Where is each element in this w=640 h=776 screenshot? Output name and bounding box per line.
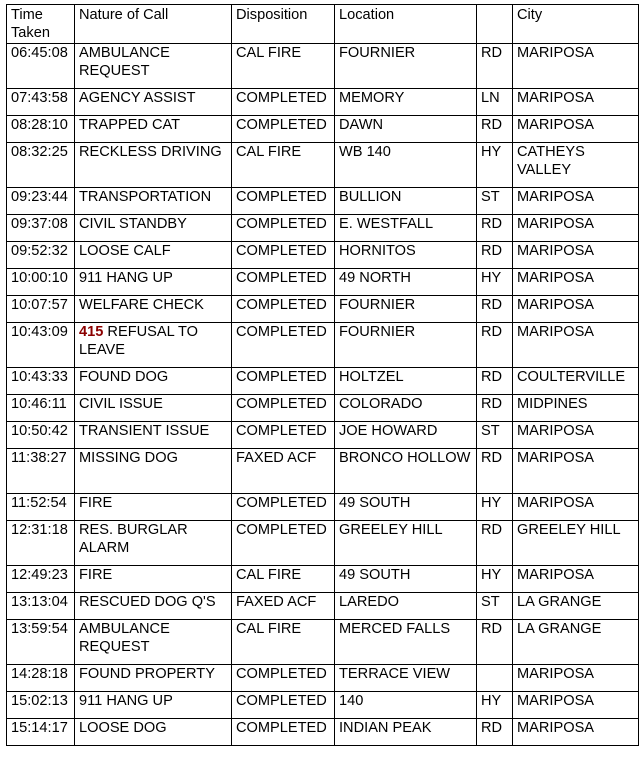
cell-disposition: COMPLETED: [232, 395, 335, 422]
table-row: [7, 269, 639, 296]
cell-location: 49 SOUTH: [335, 566, 477, 593]
cell-disposition: COMPLETED: [232, 269, 335, 296]
cell-time-taken: 08:28:10: [7, 116, 75, 143]
header-nature-of-call: Nature of Call: [75, 5, 232, 44]
cell-disposition: COMPLETED: [232, 665, 335, 692]
cell-disposition: CAL FIRE: [232, 566, 335, 593]
cell-city: MARIPOSA: [513, 719, 639, 746]
cell-nature-of-call: [75, 422, 232, 449]
call-nature-text: FIRE: [79, 495, 113, 511]
call-log-body: [7, 44, 639, 746]
cell-nature-of-call: [75, 665, 232, 692]
cell-location: BRONCO HOLLOW: [335, 449, 477, 494]
header-suffix: [477, 5, 513, 44]
call-nature-text: RES. BURGLAR ALARM: [79, 522, 188, 556]
table-row: [7, 566, 639, 593]
cell-nature-of-call: [75, 692, 232, 719]
call-nature-text: FOUND PROPERTY: [79, 666, 215, 682]
cell-city: MARIPOSA: [513, 116, 639, 143]
cell-location: E. WESTFALL: [335, 215, 477, 242]
cell-nature-of-call: [75, 323, 232, 368]
cell-time-taken: 13:13:04: [7, 593, 75, 620]
cell-city: MARIPOSA: [513, 449, 639, 494]
cell-time-taken: 09:52:32: [7, 242, 75, 269]
table-row: [7, 242, 639, 269]
cell-suffix: RD: [477, 449, 513, 494]
cell-city: MARIPOSA: [513, 89, 639, 116]
cell-disposition: COMPLETED: [232, 242, 335, 269]
call-nature-text: AMBULANCE REQUEST: [79, 45, 170, 79]
cell-nature-of-call: [75, 44, 232, 89]
table-row: [7, 296, 639, 323]
cell-disposition: COMPLETED: [232, 494, 335, 521]
cell-location: JOE HOWARD: [335, 422, 477, 449]
cell-nature-of-call: [75, 188, 232, 215]
table-row: [7, 719, 639, 746]
table-row: [7, 521, 639, 566]
table-row: [7, 665, 639, 692]
cell-city: MARIPOSA: [513, 44, 639, 89]
cell-nature-of-call: [75, 269, 232, 296]
call-log-table: [6, 4, 639, 746]
cell-suffix: RD: [477, 368, 513, 395]
table-row: [7, 89, 639, 116]
cell-time-taken: 08:32:25: [7, 143, 75, 188]
call-nature-text: TRANSIENT ISSUE: [79, 423, 210, 439]
cell-suffix: ST: [477, 593, 513, 620]
cell-city: CATHEYS VALLEY: [513, 143, 639, 188]
header-disposition: Disposition: [232, 5, 335, 44]
cell-city: MARIPOSA: [513, 665, 639, 692]
cell-nature-of-call: [75, 566, 232, 593]
cell-location: LAREDO: [335, 593, 477, 620]
cell-suffix: RD: [477, 521, 513, 566]
cell-time-taken: 09:23:44: [7, 188, 75, 215]
cell-disposition: COMPLETED: [232, 422, 335, 449]
table-row: [7, 368, 639, 395]
cell-time-taken: 10:46:11: [7, 395, 75, 422]
cell-city: MARIPOSA: [513, 242, 639, 269]
call-nature-text: AGENCY ASSIST: [79, 90, 196, 106]
cell-disposition: COMPLETED: [232, 215, 335, 242]
cell-nature-of-call: [75, 368, 232, 395]
cell-suffix: HY: [477, 143, 513, 188]
cell-city: LA GRANGE: [513, 593, 639, 620]
cell-disposition: CAL FIRE: [232, 620, 335, 665]
cell-suffix: RD: [477, 215, 513, 242]
call-nature-text: RECKLESS DRIVING: [79, 144, 222, 160]
cell-time-taken: 14:28:18: [7, 665, 75, 692]
cell-location: BULLION: [335, 188, 477, 215]
table-row: [7, 593, 639, 620]
table-row: [7, 116, 639, 143]
cell-city: MARIPOSA: [513, 692, 639, 719]
cell-location: 49 NORTH: [335, 269, 477, 296]
cell-disposition: FAXED ACF: [232, 449, 335, 494]
cell-location: HOLTZEL: [335, 368, 477, 395]
call-nature-text: TRAPPED CAT: [79, 117, 181, 133]
call-nature-text: AMBULANCE REQUEST: [79, 621, 170, 655]
cell-location: DAWN: [335, 116, 477, 143]
cell-nature-of-call: [75, 620, 232, 665]
call-nature-text: 911 HANG UP: [79, 693, 173, 709]
cell-nature-of-call: [75, 143, 232, 188]
cell-time-taken: 12:49:23: [7, 566, 75, 593]
cell-time-taken: 13:59:54: [7, 620, 75, 665]
cell-time-taken: 09:37:08: [7, 215, 75, 242]
cell-location: GREELEY HILL: [335, 521, 477, 566]
cell-location: FOURNIER: [335, 44, 477, 89]
call-nature-text: MISSING DOG: [79, 450, 178, 466]
cell-nature-of-call: [75, 494, 232, 521]
cell-location: 49 SOUTH: [335, 494, 477, 521]
cell-disposition: CAL FIRE: [232, 44, 335, 89]
cell-city: MARIPOSA: [513, 188, 639, 215]
cell-location: COLORADO: [335, 395, 477, 422]
cell-city: GREELEY HILL: [513, 521, 639, 566]
table-row: [7, 449, 639, 494]
cell-nature-of-call: [75, 521, 232, 566]
cell-city: MARIPOSA: [513, 494, 639, 521]
cell-suffix: RD: [477, 323, 513, 368]
call-nature-text: TRANSPORTATION: [79, 189, 212, 205]
table-row: [7, 422, 639, 449]
cell-location: FOURNIER: [335, 323, 477, 368]
call-nature-text: LOOSE DOG: [79, 720, 167, 736]
header-time-taken: Time Taken: [7, 5, 75, 44]
table-row: [7, 620, 639, 665]
table-row: [7, 323, 639, 368]
cell-time-taken: 10:43:09: [7, 323, 75, 368]
call-nature-text: CIVIL ISSUE: [79, 396, 163, 412]
call-nature-text: 911 HANG UP: [79, 270, 173, 286]
cell-time-taken: 06:45:08: [7, 44, 75, 89]
cell-nature-of-call: [75, 449, 232, 494]
cell-city: MARIPOSA: [513, 215, 639, 242]
cell-location: MEMORY: [335, 89, 477, 116]
cell-disposition: COMPLETED: [232, 89, 335, 116]
cell-suffix: HY: [477, 494, 513, 521]
cell-suffix: RD: [477, 242, 513, 269]
cell-city: MARIPOSA: [513, 566, 639, 593]
cell-suffix: RD: [477, 719, 513, 746]
cell-location: TERRACE VIEW: [335, 665, 477, 692]
cell-time-taken: 10:07:57: [7, 296, 75, 323]
table-row: [7, 143, 639, 188]
cell-suffix: RD: [477, 44, 513, 89]
cell-suffix: ST: [477, 188, 513, 215]
cell-nature-of-call: [75, 242, 232, 269]
table-row: [7, 188, 639, 215]
cell-suffix: HY: [477, 692, 513, 719]
cell-suffix: ST: [477, 422, 513, 449]
cell-city: MARIPOSA: [513, 296, 639, 323]
cell-location: 140: [335, 692, 477, 719]
call-nature-text: LOOSE CALF: [79, 243, 171, 259]
cell-time-taken: 11:52:54: [7, 494, 75, 521]
cell-suffix: RD: [477, 395, 513, 422]
cell-disposition: COMPLETED: [232, 521, 335, 566]
cell-nature-of-call: [75, 395, 232, 422]
cell-city: COULTERVILLE: [513, 368, 639, 395]
call-nature-text: WELFARE CHECK: [79, 297, 204, 313]
call-nature-text: REFUSAL TO LEAVE: [79, 324, 198, 358]
cell-suffix: RD: [477, 620, 513, 665]
header-location: Location: [335, 5, 477, 44]
cell-suffix: LN: [477, 89, 513, 116]
cell-location: WB 140: [335, 143, 477, 188]
cell-time-taken: 15:02:13: [7, 692, 75, 719]
cell-time-taken: 10:50:42: [7, 422, 75, 449]
cell-time-taken: 15:14:17: [7, 719, 75, 746]
cell-location: MERCED FALLS: [335, 620, 477, 665]
header-city: City: [513, 5, 639, 44]
cell-nature-of-call: [75, 719, 232, 746]
call-nature-text: RESCUED DOG Q'S: [79, 594, 216, 610]
cell-suffix: HY: [477, 566, 513, 593]
cell-disposition: COMPLETED: [232, 692, 335, 719]
cell-suffix: HY: [477, 269, 513, 296]
cell-time-taken: 07:43:58: [7, 89, 75, 116]
cell-location: HORNITOS: [335, 242, 477, 269]
cell-nature-of-call: [75, 296, 232, 323]
cell-nature-of-call: [75, 89, 232, 116]
cell-suffix: [477, 665, 513, 692]
cell-city: LA GRANGE: [513, 620, 639, 665]
cell-disposition: COMPLETED: [232, 188, 335, 215]
table-row: [7, 44, 639, 89]
table-row: [7, 692, 639, 719]
call-nature-text: CIVIL STANDBY: [79, 216, 187, 232]
cell-disposition: CAL FIRE: [232, 143, 335, 188]
cell-city: MIDPINES: [513, 395, 639, 422]
cell-city: MARIPOSA: [513, 269, 639, 296]
call-nature-text: FIRE: [79, 567, 113, 583]
table-row: [7, 395, 639, 422]
cell-suffix: RD: [477, 296, 513, 323]
cell-nature-of-call: [75, 593, 232, 620]
cell-disposition: COMPLETED: [232, 296, 335, 323]
cell-disposition: COMPLETED: [232, 116, 335, 143]
cell-location: FOURNIER: [335, 296, 477, 323]
cell-time-taken: 10:43:33: [7, 368, 75, 395]
cell-time-taken: 10:00:10: [7, 269, 75, 296]
cell-city: MARIPOSA: [513, 323, 639, 368]
table-row: [7, 494, 639, 521]
cell-nature-of-call: [75, 116, 232, 143]
call-nature-text: FOUND DOG: [79, 369, 169, 385]
cell-city: MARIPOSA: [513, 422, 639, 449]
cell-disposition: COMPLETED: [232, 323, 335, 368]
cell-time-taken: 12:31:18: [7, 521, 75, 566]
header-row: [7, 5, 639, 44]
call-code: 415: [79, 324, 104, 340]
cell-disposition: FAXED ACF: [232, 593, 335, 620]
cell-suffix: RD: [477, 116, 513, 143]
cell-location: INDIAN PEAK: [335, 719, 477, 746]
cell-disposition: COMPLETED: [232, 719, 335, 746]
cell-nature-of-call: [75, 215, 232, 242]
cell-disposition: COMPLETED: [232, 368, 335, 395]
table-row: [7, 215, 639, 242]
cell-time-taken: 11:38:27: [7, 449, 75, 494]
